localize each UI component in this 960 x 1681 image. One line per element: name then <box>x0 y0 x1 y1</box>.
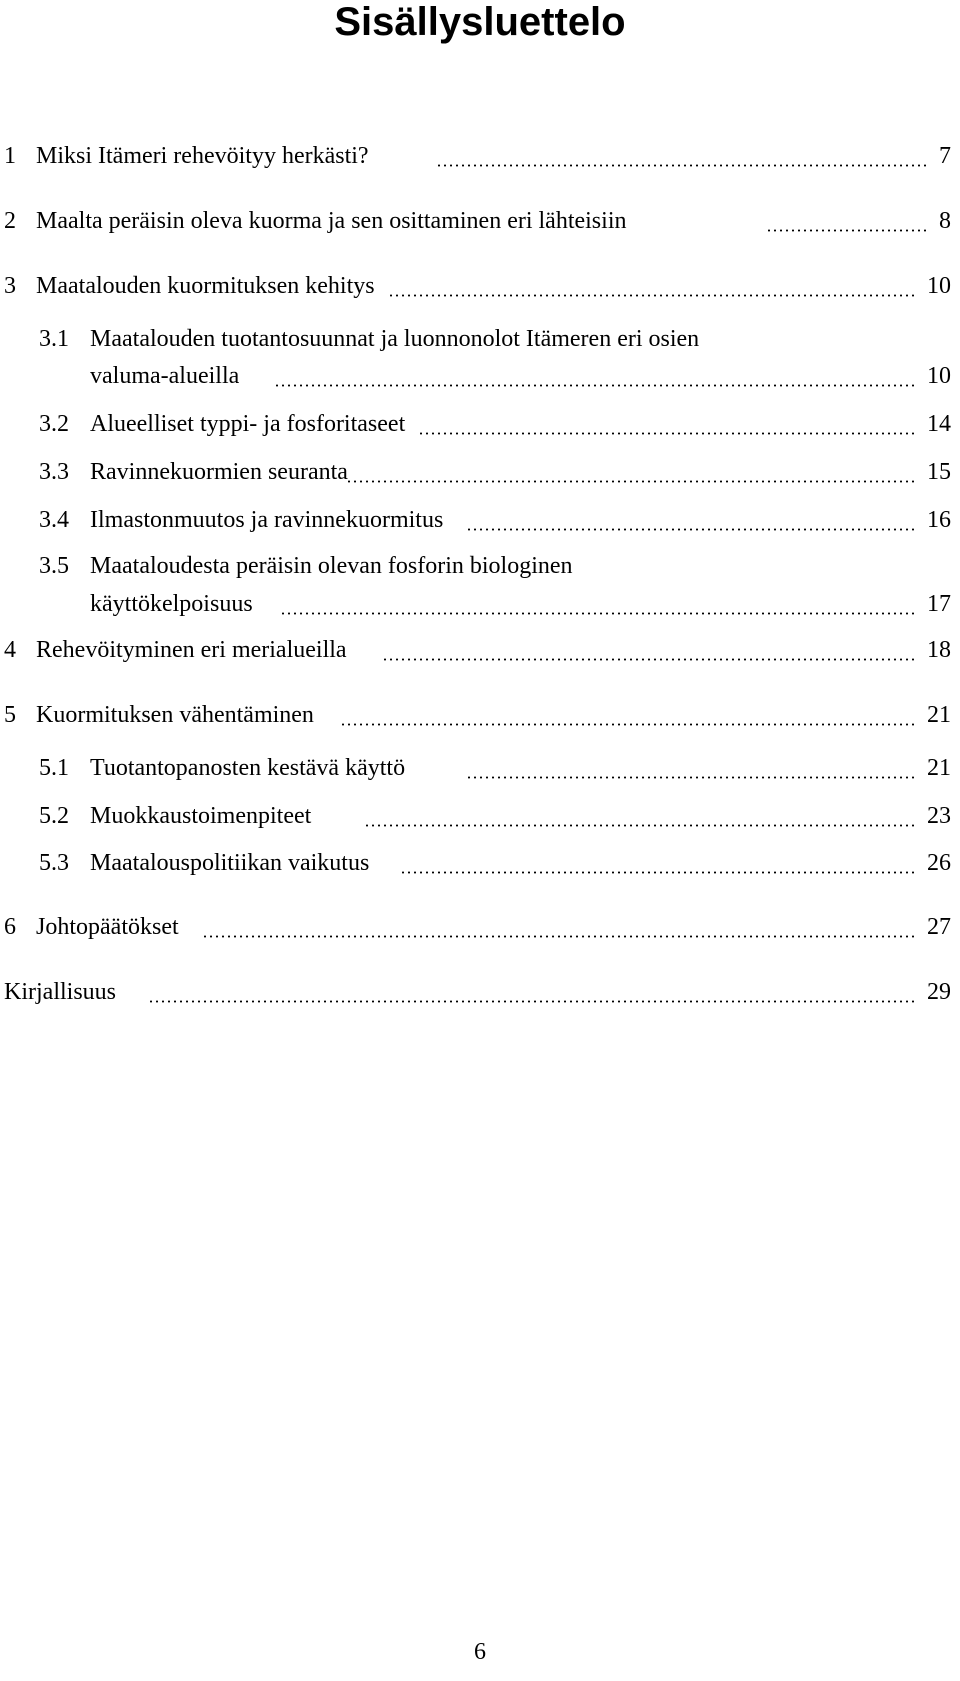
dot-leader <box>768 229 928 232</box>
dot-leader <box>204 935 916 938</box>
toc-entry-number: 3 <box>4 273 16 299</box>
toc-entry-title: Maatalouspolitiikan vaikutus <box>90 850 370 876</box>
toc-entry[interactable] <box>0 546 960 586</box>
toc-entry[interactable] <box>0 972 960 1012</box>
toc-entry[interactable] <box>0 266 960 306</box>
toc-entry-number: 5.2 <box>39 803 69 829</box>
toc-entry[interactable] <box>0 452 960 492</box>
dot-leader <box>468 528 916 531</box>
dot-leader <box>438 164 928 167</box>
toc-entry[interactable] <box>0 695 960 735</box>
dot-leader <box>282 612 916 615</box>
toc-entry[interactable] <box>0 319 960 359</box>
toc-entry-page: 17 <box>927 591 951 617</box>
toc-entry-page: 10 <box>927 273 951 299</box>
toc-entry-number: 4 <box>4 637 16 663</box>
toc-entry-title-continued: käyttökelpoisuus <box>90 591 253 617</box>
toc-entry-number: 3.3 <box>39 459 69 485</box>
toc-entry[interactable] <box>0 796 960 836</box>
toc-entry-number: 3.5 <box>39 553 69 579</box>
page-title: Sisällysluettelo <box>334 0 626 44</box>
toc-entry-title: Maataloudesta peräisin olevan fosforin biologinen <box>90 553 573 579</box>
toc-entry-title: Alueelliset typpi- ja fosforitaseet <box>90 411 406 437</box>
toc-entry-continuation[interactable] <box>0 356 960 396</box>
toc-entry-page: 26 <box>927 850 951 876</box>
toc-entry-page: 14 <box>927 411 951 437</box>
toc-entry-page: 29 <box>927 979 951 1005</box>
toc-entry-title: Ilmastonmuutos ja ravinnekuormitus <box>90 507 444 533</box>
toc-entry-number: 6 <box>4 914 16 940</box>
dot-leader <box>348 480 916 483</box>
toc-entry-title: Maatalouden kuormituksen kehitys <box>36 273 375 299</box>
toc-entry-title: Maatalouden tuotantosuunnat ja luonnonolot Itämeren eri osien <box>90 326 700 352</box>
dot-leader <box>418 432 916 435</box>
toc-entry[interactable] <box>0 201 960 241</box>
toc-entry-number: 3.2 <box>39 411 69 437</box>
toc-entry-title: Johtopäätökset <box>36 914 179 940</box>
dot-leader <box>342 723 916 726</box>
toc-entry-number: 1 <box>4 143 16 169</box>
toc-entry[interactable] <box>0 404 960 444</box>
toc-entry-title: Muokkaustoimenpiteet <box>90 803 312 829</box>
toc-entry-page: 21 <box>927 755 951 781</box>
toc-entry-title: Maalta peräisin oleva kuorma ja sen osittaminen eri lähteisiin <box>36 208 627 234</box>
toc-entry-title: Rehevöityminen eri merialueilla <box>36 637 347 663</box>
toc-entry-title: Tuotantopanosten kestävä käyttö <box>90 755 406 781</box>
toc-entry-number: 3.4 <box>39 507 69 533</box>
toc-entry-page: 16 <box>927 507 951 533</box>
toc-entry[interactable] <box>0 907 960 947</box>
toc-entry-page: 10 <box>927 363 951 389</box>
dot-leader <box>272 384 916 387</box>
toc-entry[interactable] <box>0 843 960 883</box>
dot-leader <box>466 776 916 779</box>
dot-leader <box>400 871 916 874</box>
dot-leader <box>388 294 916 297</box>
toc-entry-number: 3.1 <box>39 326 69 352</box>
toc-entry-number: 5 <box>4 702 16 728</box>
toc-entry-page: 23 <box>927 803 951 829</box>
page-number: 6 <box>474 1639 486 1665</box>
toc-entry-continuation[interactable] <box>0 584 960 624</box>
toc-entry-title-continued: valuma-alueilla <box>90 363 240 389</box>
toc-entry-number: 5.1 <box>39 755 69 781</box>
toc-entry[interactable] <box>0 500 960 540</box>
toc-entry[interactable] <box>0 630 960 670</box>
toc-entry-number: 5.3 <box>39 850 69 876</box>
toc-entry-page: 15 <box>927 459 951 485</box>
toc-entry-title: Kuormituksen vähentäminen <box>36 702 314 728</box>
toc-entry-page: 7 <box>939 143 951 169</box>
dot-leader <box>380 658 916 661</box>
toc-entry-title: Kirjallisuus <box>4 979 116 1005</box>
toc-entry-title: Ravinnekuormien seuranta <box>90 459 348 485</box>
toc-entry-page: 8 <box>939 208 951 234</box>
toc-entry-page: 21 <box>927 702 951 728</box>
toc-entry[interactable] <box>0 748 960 788</box>
toc-entry-page: 27 <box>927 914 951 940</box>
toc-entry-number: 2 <box>4 208 16 234</box>
toc-entry[interactable] <box>0 136 960 176</box>
dot-leader <box>146 1000 916 1003</box>
toc-entry-title: Miksi Itämeri rehevöityy herkästi? <box>36 143 369 169</box>
dot-leader <box>362 824 916 827</box>
toc-entry-page: 18 <box>927 637 951 663</box>
